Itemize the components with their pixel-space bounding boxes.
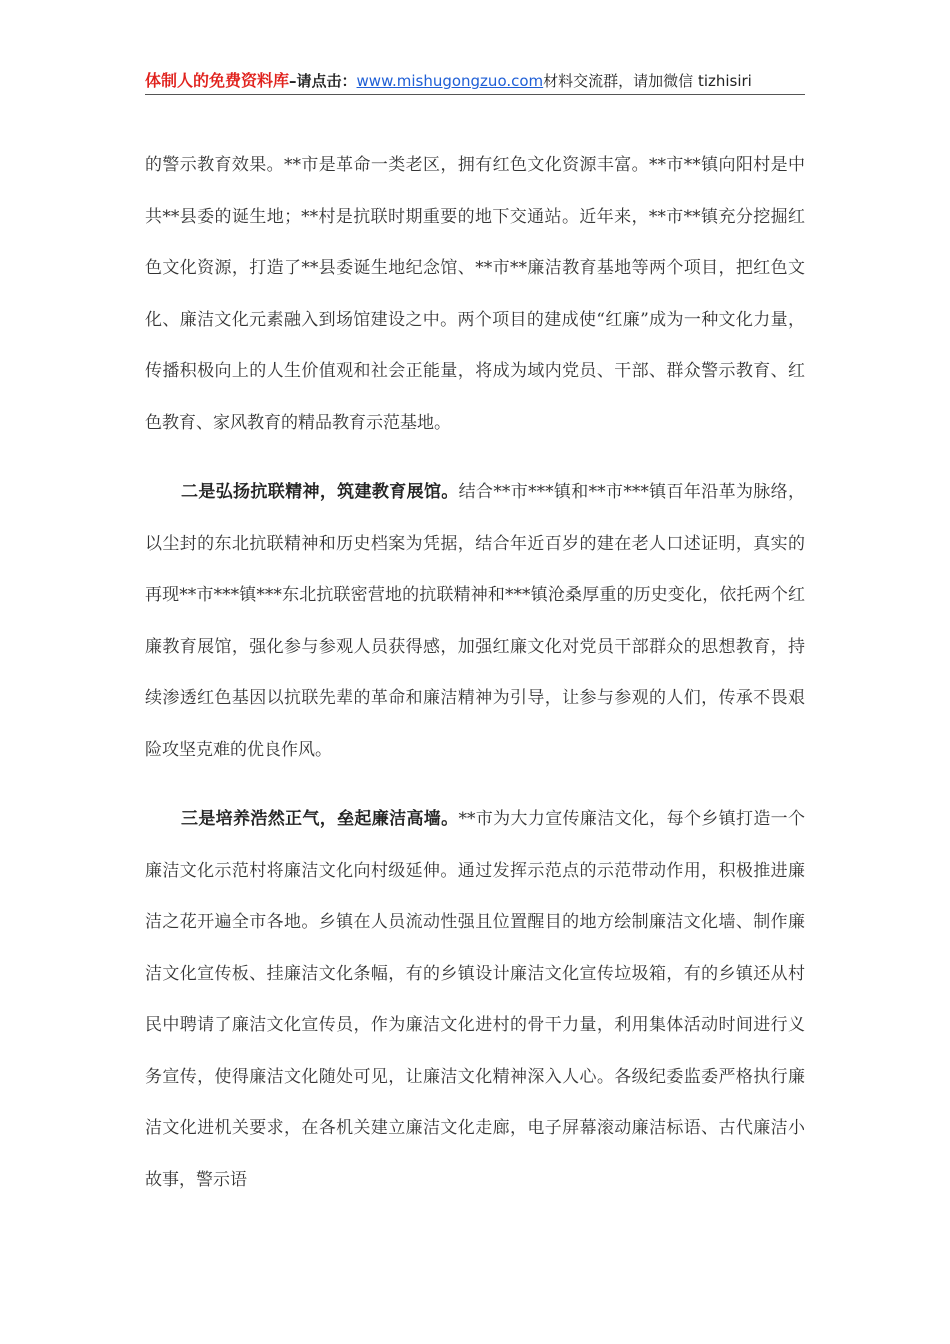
header-brand: 体制人的免费资料库 xyxy=(145,71,290,90)
page-header xyxy=(145,70,805,95)
paragraph-1-text: 的警示教育效果。**市是革命一类老区，拥有红色文化资源丰富。**市**镇向阳村是中共**县委的诞生地；**村是抗联时期重要的地下交通站。近年来，**市**镇充分挖掘红色文化资源，打造了**县委诞生地纪念馆、**市**廉洁教育基地等两个项目，把红色文化、廉洁文化元素融入到场馆建设之中。两个项目的建成使“红廉”成为一种文化力量，传播积极向上的人生价值观和社会正能量，将成为域内党员、干部、群众警示教育、红色教育、家风教育的精品教育示范基地。 xyxy=(145,155,805,433)
document-body xyxy=(145,140,805,1206)
paragraph-3 xyxy=(145,794,805,1206)
paragraph-1 xyxy=(145,140,805,449)
header-prompt: –请点击： xyxy=(289,72,357,90)
paragraph-3-text: **市为大力宣传廉洁文化，每个乡镇打造一个廉洁文化示范村将廉洁文化向村级延伸。通过发挥示范点的示范带动作用，积极推进廉洁之花开遍全市各地。乡镇在人员流动性强且位置醒目的地方绘制廉洁文化墙、制作廉洁文化宣传板、挂廉洁文化条幅，有的乡镇设计廉洁文化宣传垃圾箱，有的乡镇还从村民中聘请了廉洁文化宣传员，作为廉洁文化进村的骨干力量，利用集体活动时间进行义务宣传，使得廉洁文化随处可见，让廉洁文化精神深入人心。各级纪委监委严格执行廉洁文化进机关要求，在各机关建立廉洁文化走廊，电子屏幕滚动廉洁标语、古代廉洁小故事，警示语 xyxy=(145,809,806,1190)
paragraph-2-lead: 二是弘扬抗联精神，筑建教育展馆。 xyxy=(181,482,459,502)
paragraph-3-lead: 三是培养浩然正气，垒起廉洁高墙。 xyxy=(181,809,459,829)
paragraph-2 xyxy=(145,467,805,776)
paragraph-2-text: 结合**市***镇和**市***镇百年沿革为脉络，以尘封的东北抗联精神和历史档案为凭据，结合年近百岁的建在老人口述证明，真实的再现**市***镇***东北抗联密营地的抗联精神和***镇沧桑厚重的历史变化，依托两个红廉教育展馆，强化参与参观人员获得感，加强红廉文化对党员干部群众的思想教育，持续渗透红色基因以抗联先辈的革命和廉洁精神为引导，让参与参观的人们，传承不畏艰险攻坚克难的优良作风。 xyxy=(145,482,806,760)
header-website-link[interactable]: www.mishugongzuo.com xyxy=(356,72,544,90)
header-wechat-note: 材料交流群，请加微信 tizhisiri xyxy=(543,72,752,90)
